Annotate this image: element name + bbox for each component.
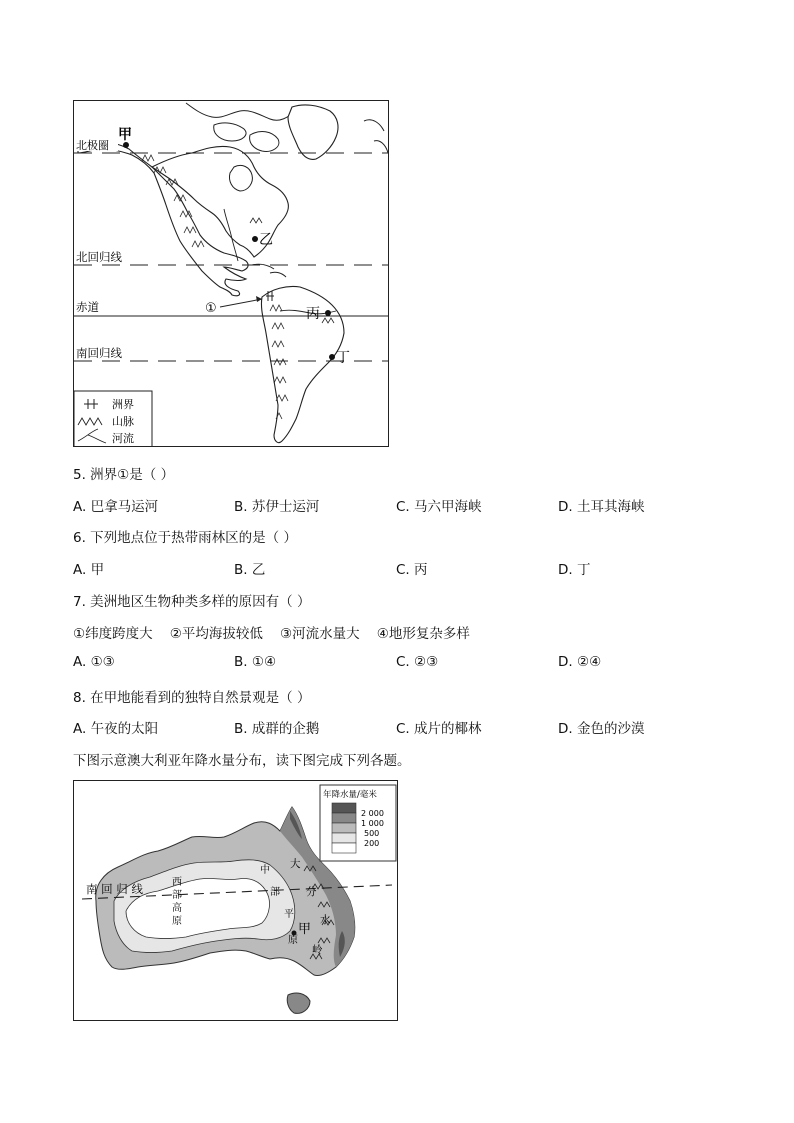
svg-text:原: 原 <box>172 916 182 927</box>
q7-option-d[interactable]: D. ②④ <box>558 654 602 670</box>
q5-option-a[interactable]: A. 巴拿马运河 <box>73 499 159 515</box>
q7-option-c[interactable]: C. ②③ <box>396 654 439 670</box>
tropic-of-capricorn-label: 南回归线 <box>76 346 122 360</box>
precipitation-legend <box>320 785 396 861</box>
australia-map-svg <box>74 781 398 1021</box>
americas-map <box>73 100 389 447</box>
q8-option-b[interactable]: B. 成群的企鹅 <box>234 721 320 737</box>
arctic-islands <box>186 103 296 120</box>
q6-option-b[interactable]: B. 乙 <box>234 562 266 578</box>
legend-swatch-1000-2000 <box>332 813 356 823</box>
point-bing-dot <box>325 310 331 316</box>
equator-label: 赤道 <box>76 300 99 314</box>
question-8-stem: 8. 在甲地能看到的独特自然景观是（ ） <box>73 690 311 706</box>
point-jia-label: 甲 <box>118 127 132 143</box>
q7-option-b[interactable]: B. ①④ <box>234 654 277 670</box>
legend-swatch-500-1000 <box>332 823 356 833</box>
q5-option-c[interactable]: C. 马六甲海峡 <box>396 499 482 515</box>
q8-option-d[interactable]: D. 金色的沙漠 <box>558 721 645 737</box>
question-5-stem: 5. 洲界①是（ ） <box>73 467 175 483</box>
legend-river-label: 河流 <box>112 432 134 445</box>
q7-option-a[interactable]: A. ①③ <box>73 654 115 670</box>
svg-text:部: 部 <box>172 890 182 901</box>
arctic-island-b <box>250 132 279 152</box>
question-7-items: ①纬度跨度大 ②平均海拔较低 ③河流水量大 ④地形复杂多样 <box>73 626 470 642</box>
legend-mountain-label: 山脉 <box>112 415 134 428</box>
q5-option-d[interactable]: D. 土耳其海峡 <box>558 499 645 515</box>
caribbean-islands <box>252 264 286 277</box>
q8-option-c[interactable]: C. 成片的椰林 <box>396 721 482 737</box>
tropic-of-capricorn-label: 南 回 归 线 <box>86 882 143 896</box>
australia-point-jia-dot <box>292 931 297 936</box>
q6-option-d[interactable]: D. 丁 <box>558 562 591 578</box>
svg-text:部: 部 <box>270 887 280 898</box>
legend-value-1000: 1 000 <box>361 819 384 828</box>
question-6-stem: 6. 下列地点位于热带雨林区的是（ ） <box>73 530 297 546</box>
q6-option-a[interactable]: A. 甲 <box>73 562 105 578</box>
iceland-europe-edge <box>364 120 388 153</box>
svg-text:高: 高 <box>172 903 182 914</box>
svg-text:大: 大 <box>290 858 301 870</box>
legend-swatch-under-200 <box>332 843 356 853</box>
question-7-stem: 7. 美洲地区生物种类多样的原因有（ ） <box>73 594 311 610</box>
svg-text:平: 平 <box>284 909 294 920</box>
australia-precipitation-map <box>73 780 398 1021</box>
legend-value-200: 200 <box>364 839 380 848</box>
point-ding-label: 丁 <box>336 350 350 366</box>
americas-map-svg <box>74 101 389 447</box>
australia-point-jia-label: 甲 <box>298 922 312 937</box>
boundary-marker-label: ① <box>205 301 217 316</box>
hudson-bay <box>229 165 252 191</box>
map1-legend <box>74 391 152 447</box>
svg-text:原: 原 <box>288 935 298 946</box>
legend-swatch-over-2000 <box>332 803 356 813</box>
point-bing-label: 丙 <box>306 306 320 322</box>
point-yi-label: 乙 <box>259 232 273 248</box>
legend-value-2000: 2 000 <box>361 809 384 818</box>
point-yi-dot <box>252 236 258 242</box>
svg-text:西: 西 <box>172 877 182 888</box>
legend-title: 年降水量/毫米 <box>323 790 377 800</box>
point-ding-dot <box>329 354 335 360</box>
tropic-of-cancer-label: 北回归线 <box>76 250 122 264</box>
svg-text:分: 分 <box>306 886 317 898</box>
tasmania <box>287 993 310 1013</box>
legend-value-500: 500 <box>364 829 380 838</box>
greenland <box>288 105 338 159</box>
intro-text: 下图示意澳大利亚年降水量分布，读下图完成下列各题。 <box>73 753 411 769</box>
legend-continent-boundary-label: 洲界 <box>112 398 134 411</box>
svg-text:中: 中 <box>260 865 270 876</box>
arctic-island-a <box>214 123 246 141</box>
q8-option-a[interactable]: A. 午夜的太阳 <box>73 721 159 737</box>
legend-swatch-200-500 <box>332 833 356 843</box>
q5-option-b[interactable]: B. 苏伊士运河 <box>234 499 320 515</box>
q6-option-c[interactable]: C. 丙 <box>396 562 428 578</box>
svg-text:岭: 岭 <box>312 944 323 956</box>
svg-text:水: 水 <box>320 914 331 926</box>
boundary-arrow <box>220 299 262 307</box>
arctic-circle-label: 北极圈 <box>76 139 109 152</box>
